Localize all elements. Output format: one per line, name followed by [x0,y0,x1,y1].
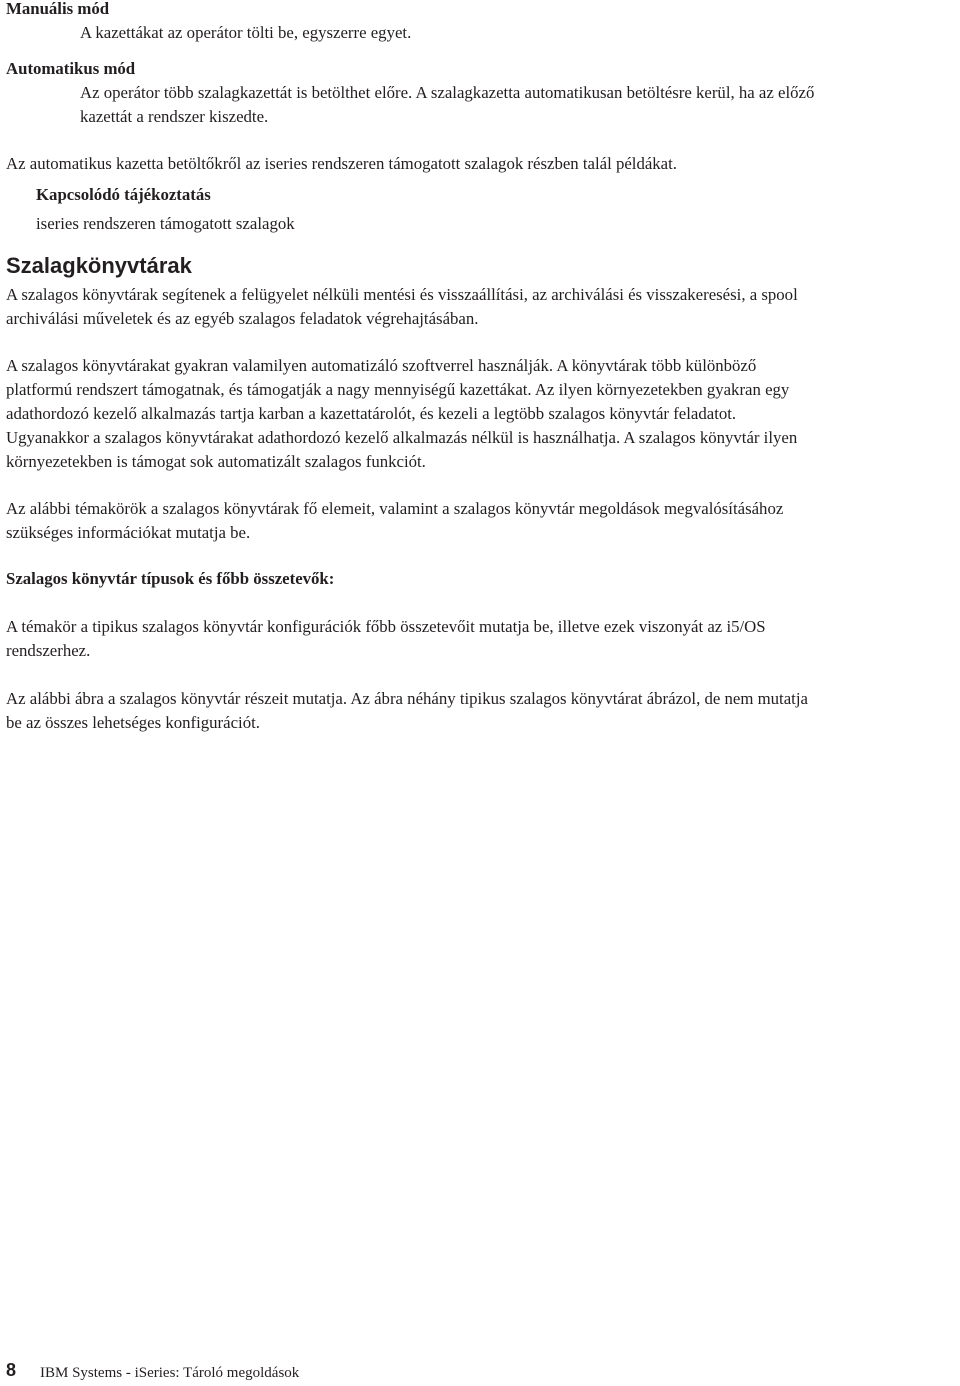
page-number: 8 [6,1360,17,1380]
paragraph-automation-line5: környezetekben is támogat sok automatizált szalagos funkciót. [6,452,426,471]
definition-term-automatic: Automatikus mód [6,59,136,78]
paragraph-topics-line2: szükséges információkat mutatja be. [6,523,251,542]
definition-text-manual: A kazettákat az operátor tölti be, egyszerre egyet. [80,23,412,42]
subheading-library-types: Szalagos könyvtár típusok és főbb összetevők: [6,569,335,588]
paragraph-topics-line1: Az alábbi témakörök a szalagos könyvtárak fő elemeit, valamint a szalagos könyvtár megoldások megvalósításához [6,499,784,518]
autoloader-note: Az automatikus kazetta betöltőkről az iseries rendszeren támogatott szalagok részben talál példákat. [6,154,677,173]
paragraph-figure-line1: Az alábbi ábra a szalagos könyvtár részeit mutatja. Az ábra néhány tipikus szalagos könyvtárat ábrázol, de nem mutatja [6,689,808,708]
related-info-link[interactable]: iseries rendszeren támogatott szalagok [36,214,295,233]
paragraph-figure-line2: be az összes lehetséges konfigurációt. [6,713,260,732]
definition-text-automatic-line2: kazettát a rendszer kiszedte. [80,107,269,126]
definition-text-automatic-line1: Az operátor több szalagkazettát is betölthet előre. A szalagkazetta automatikusan betöltésre kerül, ha az előző [80,83,815,102]
paragraph-automation-line4: Ugyanakkor a szalagos könyvtárakat adathordozó kezelő alkalmazás nélkül is használhatja. A szalagos könyvtár ilyen [6,428,798,447]
paragraph-components-line1: A témakör a tipikus szalagos könyvtár konfigurációk főbb összetevőit mutatja be, illetve ezek viszonyát az i5/OS [6,617,766,636]
paragraph-intro-line2: archiválási műveletek és az egyéb szalagos feladatok végrehajtásában. [6,309,479,328]
paragraph-automation-line2: platformú rendszert támogatnak, és támogatják a nagy mennyiségű kazettákat. Az ilyen környezetekben gyakran egy [6,380,790,399]
section-heading: Szalagkönyvtárak [6,253,192,278]
paragraph-components-line2: rendszerhez. [6,641,91,660]
footer-title: IBM Systems - iSeries: Tároló megoldások [40,1365,300,1381]
paragraph-intro-line1: A szalagos könyvtárak segítenek a felügyelet nélküli mentési és visszaállítási, az archiválási és visszakeresési, a spool [6,285,798,304]
definition-term-manual: Manuális mód [6,0,110,18]
paragraph-automation-line3: adathordozó kezelő alkalmazás tartja karban a kazettatárolót, és kezeli a legtöbb szalagos könyvtár feladatot. [6,404,737,423]
related-info-title: Kapcsolódó tájékoztatás [36,185,211,204]
paragraph-automation-line1: A szalagos könyvtárakat gyakran valamilyen automatizáló szoftverrel használják. A könyvtárak több különböző [6,356,757,375]
